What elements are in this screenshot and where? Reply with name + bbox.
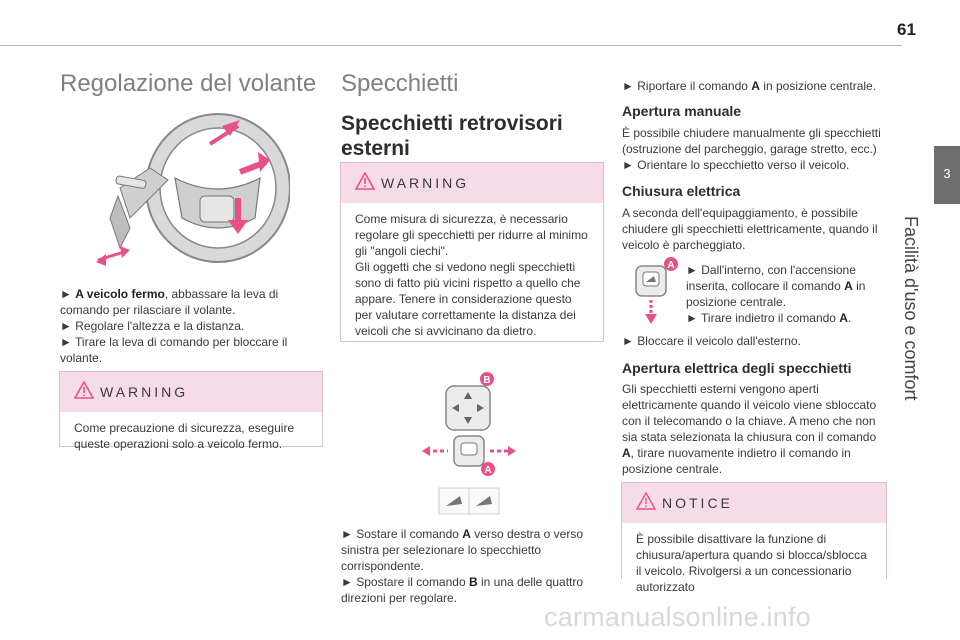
mirrors-heading: Specchietti (341, 70, 459, 97)
warning-text: Come misura di sicurezza, è necessario regolare gli specchietti per ridurre al minimo gli "angoli ciechi". Gli oggetti che si vedono negli specchietti sono di fatto più vicini rispetto a quello che appare. Tenere in considerazione questo per valutare correttamente la distanza dei veicoli che si avvicinano da dietro. (355, 212, 588, 338)
lock-vehicle-step: ► Bloccare il veicolo dall'esterno. (622, 334, 801, 348)
steering-heading: Regolazione del volante (60, 70, 317, 97)
warning-box-steering (59, 371, 323, 451)
mirror-adjust-instructions (341, 526, 596, 606)
warning-triangle-icon (355, 172, 375, 190)
warning-header (341, 163, 603, 203)
electric-unfolding-text: Gli specchietti esterni vengono aperti elettricamente quando il veicolo viene sbloccato con il telecomando o la chiave. A meno che non sia stata selezionata la chiusura con il comando A, tirare nuovamente indietro il comando in posizione centrale. (622, 382, 877, 476)
list-item: ► Sostare il comando A verso destra o verso sinistra per selezionare lo specchietto corrispondente. (341, 527, 584, 573)
warning-header (60, 372, 322, 412)
notice-box (621, 482, 887, 594)
warning-label: WARNING (100, 384, 189, 400)
notice-text: È possibile disattivare la funzione di chiusura/apertura quando si blocca/sblocca il veicolo. Rivolgersi a un concessionario autorizzato (636, 532, 867, 594)
list-item: ► Regolare l'altezza e la distanza. (60, 319, 245, 333)
warning-box-mirrors (340, 162, 604, 342)
label-a: A (484, 465, 492, 476)
steering-instructions (60, 286, 300, 366)
electric-folding-text: A seconda dell'equipaggiamento, è possibile chiudere gli specchietti elettricamente, quando il veicolo è parcheggiato. (622, 206, 878, 252)
exterior-mirrors-heading: Specchietti retrovisori esterni (341, 112, 563, 160)
notice-header (622, 483, 886, 523)
list-item: ► Spostare il comando B in una delle quattro direzioni per regolare. (341, 575, 584, 605)
chapter-title-vertical (893, 216, 933, 426)
header-rule (0, 45, 902, 46)
electric-folding-heading: Chiusura elettrica (622, 183, 741, 199)
mirror-control-diagram (420, 368, 520, 518)
fold-steps (686, 262, 886, 326)
label-a: A (667, 260, 675, 271)
warning-text: Come precauzione di sicurezza, eseguire queste operazioni solo a veicolo fermo. (74, 421, 295, 451)
return-center-instruction: ► Riportare il comando A in posizione centrale. (622, 79, 877, 93)
list-item: ► Orientare lo specchietto verso il veicolo. (622, 158, 850, 172)
steering-wheel-illustration (90, 108, 290, 278)
label-b: B (483, 375, 491, 386)
fold-control-icon (630, 256, 680, 326)
manual-folding-text: È possibile chiudere manualmente gli specchietti (ostruzione del parcheggio, garage stretto, ecc.) ► Orientare lo specchietto verso il veicolo. (622, 125, 887, 173)
warning-triangle-icon (74, 381, 94, 399)
chapter-title: Facilità d'uso e comfort (901, 216, 921, 401)
warning-label: WARNING (381, 175, 470, 191)
list-item: ► A veicolo fermo, abbassare la leva di comando per rilasciare il volante. (60, 287, 279, 317)
chapter-tab[interactable] (934, 146, 960, 204)
electric-unfolding-heading: Apertura elettrica degli specchietti (622, 360, 852, 376)
page-number: 61 (897, 20, 916, 39)
list-item: ► Tirare indietro il comando A. (686, 311, 852, 325)
chapter-number: 3 (943, 166, 951, 181)
notice-label: NOTICE (662, 495, 733, 511)
list-item: ► Tirare la leva di comando per bloccare il volante. (60, 335, 288, 365)
watermark: carmanualsonline.info (544, 602, 811, 632)
manual-folding-heading: Apertura manuale (622, 103, 742, 119)
notice-triangle-icon (636, 492, 656, 510)
list-item: ► Dall'interno, con l'accensione inserita, collocare il comando A in posizione centrale. (686, 263, 866, 309)
